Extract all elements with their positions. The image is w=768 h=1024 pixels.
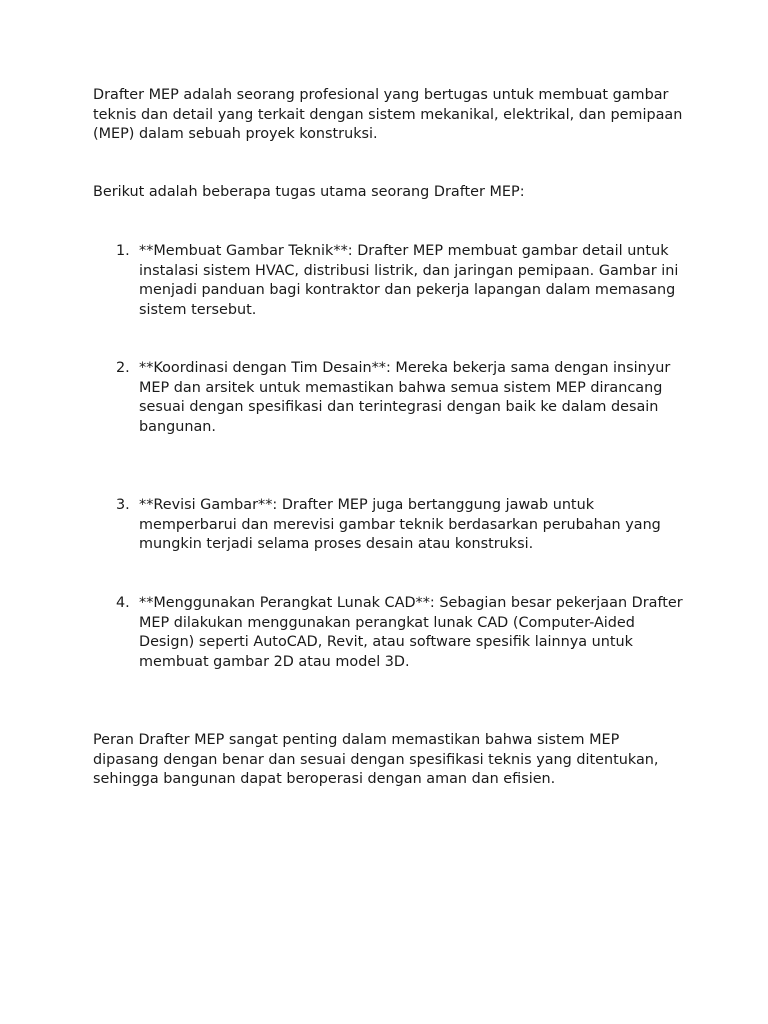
task-list-item bbox=[116, 242, 686, 320]
task-list-item bbox=[116, 594, 686, 672]
task-list-item bbox=[116, 359, 686, 437]
list-item-text: **Koordinasi dengan Tim Desain**: Mereka bekerja sama dengan insinyur MEP dan arsitek untuk memastikan bahwa semua sistem MEP dirancang sesuai dengan spesifikasi dan terintegrasi dengan baik ke dalam desain bangunan. bbox=[139, 360, 671, 435]
list-number: 4. bbox=[116, 595, 130, 611]
lead-in-paragraph: Berikut adalah beberapa tugas utama seorang Drafter MEP: bbox=[93, 184, 525, 200]
list-number: 1. bbox=[116, 243, 130, 259]
task-list-item bbox=[116, 496, 686, 555]
list-item-text: **Revisi Gambar**: Drafter MEP juga bertanggung jawab untuk memperbarui dan merevisi gambar teknik berdasarkan perubahan yang mungkin terjadi selama proses desain atau konstruksi. bbox=[139, 497, 661, 553]
conclusion-paragraph: Peran Drafter MEP sangat penting dalam memastikan bahwa sistem MEP dipasang dengan benar dan sesuai dengan spesifikasi teknis yang ditentukan, sehingga bangunan dapat beroperasi dengan aman dan efisien. bbox=[93, 732, 659, 788]
list-item-text: **Membuat Gambar Teknik**: Drafter MEP membuat gambar detail untuk instalasi sistem HVAC, distribusi listrik, dan jaringan pemipaan. Gambar ini menjadi panduan bagi kontraktor dan pekerja lapangan dalam memasang sistem tersebut. bbox=[139, 243, 679, 318]
list-number: 3. bbox=[116, 497, 130, 513]
intro-paragraph: Drafter MEP adalah seorang profesional yang bertugas untuk membuat gambar teknis dan detail yang terkait dengan sistem mekanikal, elektrikal, dan pemipaan (MEP) dalam sebuah proyek konstruksi. bbox=[93, 87, 683, 143]
list-number: 2. bbox=[116, 360, 130, 376]
list-item-text: **Menggunakan Perangkat Lunak CAD**: Sebagian besar pekerjaan Drafter MEP dilakukan menggunakan perangkat lunak CAD (Computer-Aided Design) seperti AutoCAD, Revit, atau software spesifik lainnya untuk membuat gambar 2D atau model 3D. bbox=[139, 595, 683, 670]
